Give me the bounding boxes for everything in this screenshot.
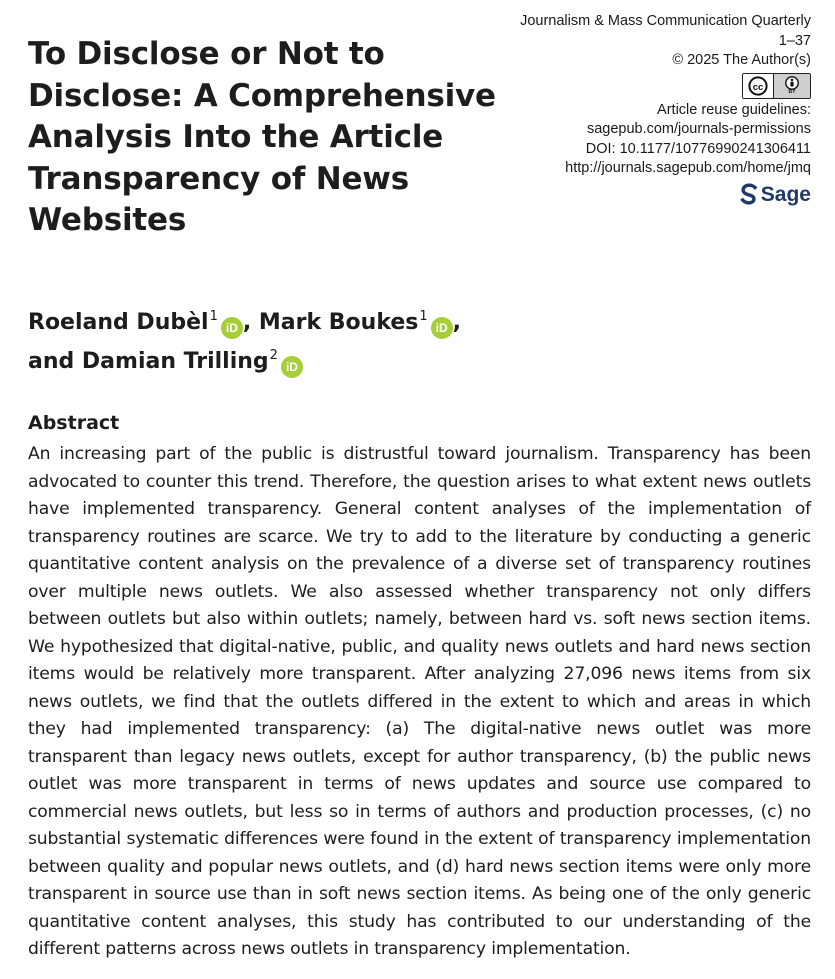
affiliation-marker: 2	[269, 348, 278, 363]
journal-home-link[interactable]: http://journals.sagepub.com/home/jmq	[565, 160, 811, 176]
copyright-notice: © 2025 The Author(s)	[672, 52, 811, 68]
author-separator: ,	[242, 310, 259, 335]
page-range: 1–37	[778, 32, 811, 49]
orcid-icon[interactable]: iD	[221, 317, 243, 339]
orcid-icon[interactable]: iD	[431, 317, 453, 339]
affiliation-marker: 1	[419, 309, 428, 324]
reuse-guidelines-link[interactable]: sagepub.com/journals-permissions	[586, 121, 811, 137]
doi[interactable]: DOI: 10.1177/10776990241306411	[585, 140, 811, 157]
affiliation-marker: 1	[209, 309, 218, 324]
author-3	[28, 349, 303, 374]
orcid-icon[interactable]: iD	[281, 356, 303, 378]
cc-by-license-badge[interactable]	[742, 73, 811, 99]
author-list	[28, 300, 588, 378]
sage-s-icon	[740, 183, 758, 207]
author-name: Mark Boukes	[258, 310, 419, 335]
sage-logo[interactable]	[740, 183, 811, 207]
attribution-person-icon	[785, 76, 799, 90]
abstract-heading: Abstract	[28, 412, 120, 434]
article-title: To Disclose or Not to Disclose: A Comprehensive Analysis Into the Article Transparency of News Websites	[28, 36, 496, 238]
creative-commons-icon	[743, 74, 773, 98]
reuse-guidelines-label: Article reuse guidelines:	[657, 101, 811, 118]
author-2	[259, 310, 461, 335]
author-name: and Damian Trilling	[28, 349, 269, 374]
journal-metadata	[481, 12, 811, 213]
author-separator: ,	[452, 310, 462, 335]
journal-name: Journalism & Mass Communication Quarterly	[520, 13, 811, 29]
abstract-text: An increasing part of the public is distrustful toward journalism. Transparency has been advocated to counter this trend. Therefore, the question arises to what extent news outlets have implemented transparency. General content analyses of the implementation of transparency routines are scarce. We try to add to the literature by conducting a generic quantitative content analysis on the prevalence of a diverse set of transparency routines over multiple news outlets. We also assessed whether transparency not only differs between outlets but also within outlets; namely, between hard vs. soft news section items. We hypothesized that digital-native, public, and quality news outlets and hard news section items would be relatively more transparent. After analyzing 27,096 news items from six news outlets, we find that the outlets differed in the extent to which and areas in which they had implemented transparency: (a) The digital-native news outlet was more transparent than legacy news outlets, except for author transparency, (b) the public news outlet was more transparent in terms of news updates and source use compared to commercial news outlets, but less so in terms of authors and production processes, (c) no substantial systematic differences were found in the extent of transparency implementation between quality and popular news outlets, and (d) hard news section items were only more transparent in source use than in soft news section items. As being one of the only generic quantitative content analyses, this study has contributed to our understanding of the different patterns across news outlets in transparency implementation.	[28, 444, 811, 959]
sage-wordmark: Sage	[760, 182, 811, 206]
by-label: BY	[788, 89, 796, 95]
author-name: Roeland Dubèl	[28, 310, 209, 335]
svg-text:cc: cc	[752, 81, 764, 93]
author-1	[28, 310, 259, 335]
